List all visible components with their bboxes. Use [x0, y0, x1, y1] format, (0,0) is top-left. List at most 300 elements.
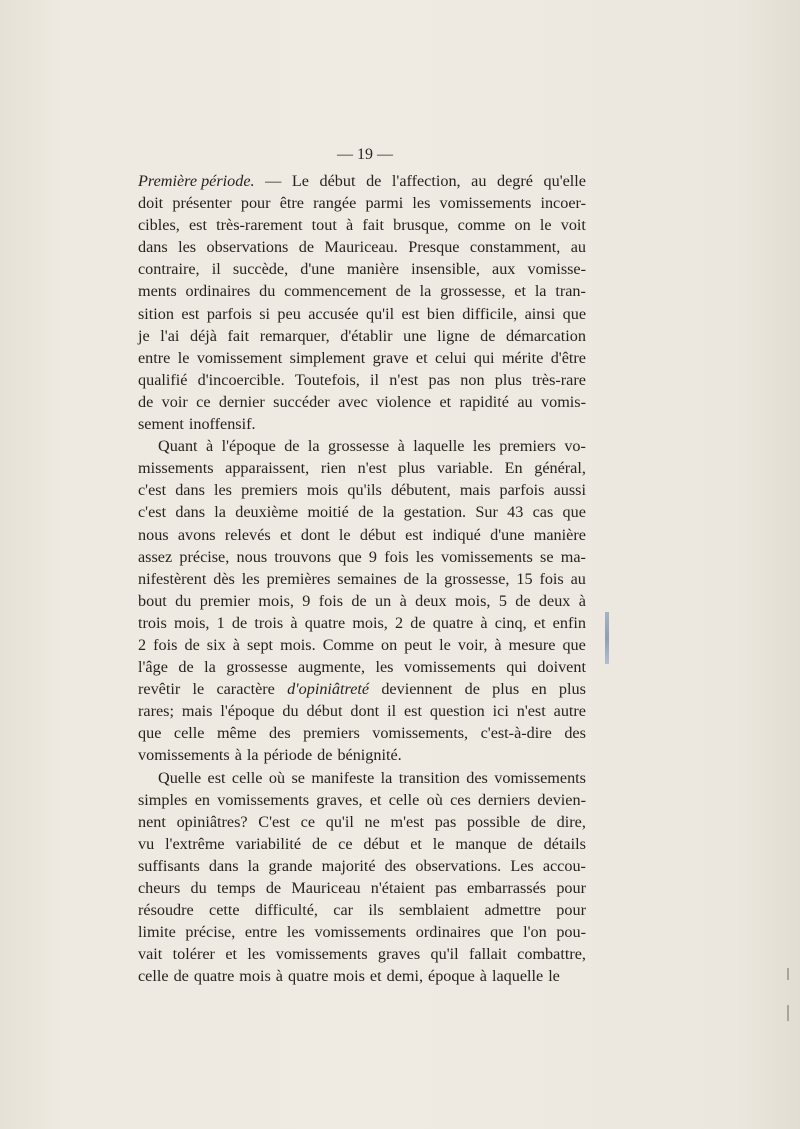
word: assez: [138, 547, 173, 566]
word: avec: [338, 392, 368, 411]
text-line: [138, 700, 586, 722]
word: que: [338, 547, 362, 566]
body-text: [138, 170, 586, 987]
text-line: [138, 435, 586, 457]
word: insensible,: [411, 260, 480, 279]
word: deuxième: [235, 503, 299, 522]
word: dans: [208, 856, 239, 875]
word: très-rarement: [216, 216, 303, 235]
word: premiers: [499, 437, 556, 456]
word: que: [562, 304, 586, 323]
word: mois,: [258, 591, 294, 610]
word: vomissements: [275, 945, 368, 964]
word: en: [194, 790, 211, 809]
word: à: [234, 746, 242, 765]
word: à: [480, 613, 488, 632]
word: gestation.: [403, 503, 467, 522]
word: dont: [300, 525, 330, 544]
word: au: [570, 569, 586, 588]
word: d'être: [550, 348, 586, 367]
word: fait: [362, 216, 384, 235]
word: ainsi: [524, 304, 556, 323]
word: deux: [538, 591, 571, 610]
paragraph: [138, 767, 586, 988]
text-line: [138, 855, 586, 877]
word: fait: [227, 326, 250, 345]
word: qualifié: [138, 370, 188, 389]
word: semaines: [337, 569, 397, 588]
word: celle: [138, 967, 169, 986]
word: et: [439, 392, 452, 411]
word: même: [216, 724, 257, 743]
word: rangée: [313, 194, 357, 213]
word: les: [241, 569, 260, 588]
word: indiqué: [432, 525, 481, 544]
word: des: [269, 724, 291, 743]
word: à: [397, 437, 405, 456]
word: la: [380, 768, 393, 787]
word: est: [181, 304, 200, 323]
word: parfois: [206, 304, 252, 323]
word: où: [268, 768, 286, 787]
word: non: [460, 370, 485, 389]
word: le: [548, 967, 560, 986]
word: observations.: [415, 856, 502, 875]
word: la: [204, 658, 216, 677]
word: et: [369, 967, 382, 986]
word: n'est: [389, 370, 419, 389]
word: les: [178, 238, 197, 257]
text-line: [138, 899, 586, 921]
text-line: [138, 590, 586, 612]
word: grossesse,: [444, 569, 510, 588]
word: et: [369, 790, 382, 809]
word: difficulté,: [254, 901, 318, 920]
word: mois,: [454, 591, 491, 610]
text-line: [138, 546, 586, 568]
word: de: [265, 879, 282, 897]
word: à: [205, 437, 214, 456]
word: mérite: [501, 348, 544, 367]
word: déjà: [189, 326, 217, 345]
text-line: [138, 965, 586, 987]
word: quatre: [432, 613, 474, 632]
word: Sur: [475, 503, 498, 522]
word: les: [415, 547, 434, 566]
word: doit: [138, 194, 164, 213]
word: Le: [291, 172, 309, 190]
word: Première période.: [138, 172, 255, 190]
word: on: [381, 635, 398, 654]
word: dans: [138, 238, 168, 257]
text-line: [138, 524, 586, 546]
word: la: [419, 282, 432, 301]
word: mais: [459, 481, 491, 500]
word: ils: [368, 901, 384, 920]
word: d'établir: [340, 326, 393, 345]
word: comme: [457, 216, 506, 235]
word: l'époque: [221, 437, 276, 456]
word: quatre: [304, 613, 346, 632]
word: qu'elle: [543, 172, 586, 190]
word: 1: [216, 613, 225, 632]
word: c'est-à-dire: [480, 724, 552, 743]
word: laquelle: [413, 437, 465, 456]
word: succède,: [232, 260, 289, 279]
word: d'une: [300, 260, 335, 279]
word: à: [290, 613, 298, 632]
word: de: [366, 172, 382, 190]
word: tout: [311, 216, 337, 235]
word: trois: [254, 613, 284, 632]
word: très-rare: [532, 370, 586, 389]
word: brusque,: [393, 216, 449, 235]
word: remarquer,: [259, 326, 330, 345]
word: de: [231, 613, 248, 632]
word: l'ai: [160, 326, 180, 345]
word: question: [429, 702, 485, 721]
word: grossesse,: [440, 282, 506, 301]
word: nous: [236, 547, 268, 566]
word: missements: [138, 459, 214, 478]
word: et: [514, 282, 526, 301]
word: Comme: [322, 635, 374, 654]
word: variabilité: [235, 834, 302, 853]
word: de: [311, 834, 328, 853]
word: de: [515, 591, 531, 610]
word: vomisse-: [527, 260, 586, 279]
paragraph: [138, 170, 586, 435]
text-line: [138, 236, 586, 258]
word: début: [319, 172, 356, 190]
word: de: [351, 591, 367, 610]
word: plus: [558, 680, 586, 699]
word: celle: [231, 768, 263, 787]
word: manque: [455, 834, 507, 853]
word: de: [530, 812, 546, 831]
word: dès: [213, 569, 235, 588]
word: Mauriceau.: [324, 238, 398, 257]
word: parfois: [499, 481, 545, 500]
word: au: [517, 392, 533, 411]
word: cheurs: [138, 879, 181, 897]
word: vomis-: [541, 392, 586, 411]
word: la: [246, 746, 259, 765]
word: avons: [177, 525, 216, 544]
text-line: [138, 744, 586, 766]
word: il: [387, 702, 397, 721]
word: est: [207, 768, 226, 787]
word: la: [425, 569, 438, 588]
word: quatre: [193, 967, 235, 986]
word: cas: [532, 503, 554, 522]
word: plus: [398, 459, 426, 478]
word: à: [232, 635, 240, 654]
edge-speck: [787, 968, 789, 980]
text-line: [138, 767, 586, 789]
word: présenter: [172, 194, 232, 213]
word: d'incoercible.: [197, 370, 285, 389]
word: trouvons: [274, 547, 332, 566]
word: mois.: [280, 635, 316, 654]
word: accou-: [542, 856, 586, 875]
word: pas: [434, 812, 457, 831]
word: caractère: [216, 680, 275, 699]
word: qui: [473, 348, 495, 367]
word: période: [263, 746, 313, 765]
word: la: [247, 856, 260, 875]
margin-ink-mark: [605, 612, 609, 664]
word: suffisants: [138, 856, 200, 875]
word: débutent,: [390, 481, 451, 500]
word: précise,: [185, 923, 236, 942]
word: le: [192, 680, 205, 699]
word: 2: [395, 613, 404, 632]
word: voir: [161, 392, 188, 411]
word: degré: [497, 172, 533, 190]
word: à: [578, 591, 586, 610]
word: contraire,: [138, 260, 200, 279]
text-line: [138, 258, 586, 280]
word: premiers: [303, 724, 360, 743]
word: au: [570, 238, 586, 257]
word: celle: [173, 724, 205, 743]
word: un: [375, 591, 392, 610]
word: vomissements: [494, 768, 586, 787]
text-line: [138, 811, 586, 833]
word: pou-: [556, 923, 586, 942]
word: du: [282, 702, 299, 721]
word: Mauriceau: [291, 879, 361, 897]
word: enfin: [552, 613, 586, 632]
word: doivent: [537, 658, 586, 677]
paragraph: [138, 435, 586, 766]
word: 15: [516, 569, 533, 588]
word: ordinaires: [415, 923, 481, 942]
word: qu'il: [325, 812, 354, 831]
word: admettre: [484, 901, 541, 920]
text-line: [138, 479, 586, 501]
word: début: [359, 525, 396, 544]
word: la: [382, 503, 395, 522]
word: Toutefois,: [294, 370, 360, 389]
word: être: [279, 194, 304, 213]
word: de: [317, 746, 333, 765]
text-line: [138, 722, 586, 744]
word: celle: [388, 790, 420, 809]
word: vomissements: [138, 746, 230, 765]
word: deviennent: [381, 680, 453, 699]
word: dans: [175, 481, 205, 500]
word: laquelle: [491, 967, 544, 986]
word: devien-: [537, 790, 586, 809]
word: aux: [492, 260, 516, 279]
word: cibles,: [138, 216, 180, 235]
word: incoer-: [540, 194, 586, 213]
word: vait: [138, 945, 163, 964]
word: qui: [506, 658, 527, 677]
word: tolérer: [172, 945, 215, 964]
word: rien: [320, 459, 346, 478]
word: ma-: [560, 547, 586, 566]
word: semblaient: [398, 901, 470, 920]
text-line: [138, 347, 586, 369]
word: nent: [138, 812, 166, 831]
word: de: [395, 282, 411, 301]
word: de: [184, 635, 200, 654]
word: n'est: [516, 702, 546, 721]
word: fois: [384, 547, 409, 566]
word: combattre,: [517, 945, 586, 964]
word: car: [333, 901, 354, 920]
word: Quant: [158, 437, 198, 456]
word: entre: [244, 923, 278, 942]
word: augmente,: [298, 658, 365, 677]
word: 5: [498, 591, 507, 610]
word: pour: [240, 194, 271, 213]
word: à: [494, 635, 502, 654]
word: en: [531, 680, 547, 699]
word: embarrassés: [466, 879, 547, 897]
word: fallait: [469, 945, 507, 964]
word: ce: [300, 812, 316, 831]
word: et: [533, 613, 546, 632]
word: observations: [206, 238, 289, 257]
word: vomissement: [196, 348, 283, 367]
word: inoffensif.: [188, 415, 256, 434]
word: du: [259, 282, 276, 301]
word: les: [286, 923, 305, 942]
word: d'opiniâtreté: [287, 680, 370, 699]
word: mais: [181, 702, 213, 721]
word: simplement: [289, 348, 366, 367]
word: graves,: [316, 790, 363, 809]
word: les: [412, 194, 431, 213]
word: violence: [376, 392, 432, 411]
text-line: [138, 280, 586, 302]
word: de: [358, 503, 374, 522]
word: de: [410, 613, 426, 632]
word: qu'ils: [347, 481, 382, 500]
text-line: [138, 634, 586, 656]
page-number: — 19 —: [337, 146, 393, 163]
word: et: [225, 945, 237, 964]
word: ordinaires: [185, 282, 251, 301]
word: grossesse: [328, 437, 390, 456]
word: nous: [138, 525, 169, 544]
text-line: [138, 325, 586, 347]
word: succéder: [273, 392, 330, 411]
word: Quelle: [158, 768, 202, 787]
word: quatre: [287, 967, 329, 986]
word: pas: [435, 879, 457, 897]
word: l'extrême: [165, 834, 225, 853]
word: démarcation: [505, 326, 586, 345]
word: et: [415, 348, 428, 367]
word: une: [403, 326, 427, 345]
word: Les: [510, 856, 534, 875]
word: voit: [560, 216, 586, 235]
word: les: [472, 437, 491, 456]
word: —: [265, 172, 282, 190]
text-line: [138, 833, 586, 855]
word: d'une: [490, 525, 525, 544]
word: le: [338, 525, 351, 544]
word: ligne: [437, 326, 470, 345]
word: précise,: [179, 547, 230, 566]
word: l'on: [523, 923, 547, 942]
word: la: [307, 437, 320, 456]
word: bien: [426, 304, 455, 323]
text-line: [138, 501, 586, 523]
word: cette: [209, 901, 240, 920]
word: les: [375, 658, 394, 677]
word: dire,: [556, 812, 586, 831]
word: se: [540, 547, 554, 566]
text-line: [138, 214, 586, 236]
word: trois: [138, 613, 167, 632]
word: entre: [138, 348, 171, 367]
word: tran-: [555, 282, 586, 301]
text-line: [138, 921, 586, 943]
word: où: [426, 790, 443, 809]
word: sept: [246, 635, 274, 654]
word: les: [247, 945, 266, 964]
word: le: [432, 834, 445, 853]
word: parmi: [365, 194, 404, 213]
word: commencement: [284, 282, 387, 301]
word: ments: [138, 282, 177, 301]
word: difficile,: [462, 304, 518, 323]
word: de: [178, 658, 194, 677]
word: graves: [377, 945, 421, 964]
word: sition: [138, 304, 174, 323]
word: 9: [368, 547, 378, 566]
word: voir,: [457, 635, 488, 654]
text-line: [138, 612, 586, 634]
word: à: [275, 967, 283, 986]
word: général,: [534, 459, 586, 478]
word: début: [306, 702, 343, 721]
word: ici: [492, 702, 509, 721]
word: moitié: [307, 503, 349, 522]
word: premier: [199, 591, 251, 610]
word: rapidité: [459, 392, 509, 411]
word: que: [562, 635, 586, 654]
word: n'est: [357, 459, 387, 478]
word: résoudre: [138, 901, 194, 920]
word: c'est: [138, 503, 167, 522]
word: le: [539, 216, 552, 235]
word: et: [279, 525, 292, 544]
word: vomissements: [403, 658, 496, 677]
text-line: [138, 943, 586, 965]
word: peu: [277, 304, 301, 323]
word: bout: [138, 591, 167, 610]
word: de: [173, 967, 189, 986]
text-line: [138, 391, 586, 413]
word: majorité: [321, 856, 376, 875]
word: pas: [428, 370, 451, 389]
word: est: [189, 216, 207, 235]
word: fois: [153, 635, 178, 654]
word: que: [138, 724, 162, 743]
word: de: [480, 326, 496, 345]
word: l'âge: [138, 658, 168, 677]
word: dernier: [218, 392, 265, 411]
word: des: [466, 768, 488, 787]
word: aussi: [553, 481, 586, 500]
